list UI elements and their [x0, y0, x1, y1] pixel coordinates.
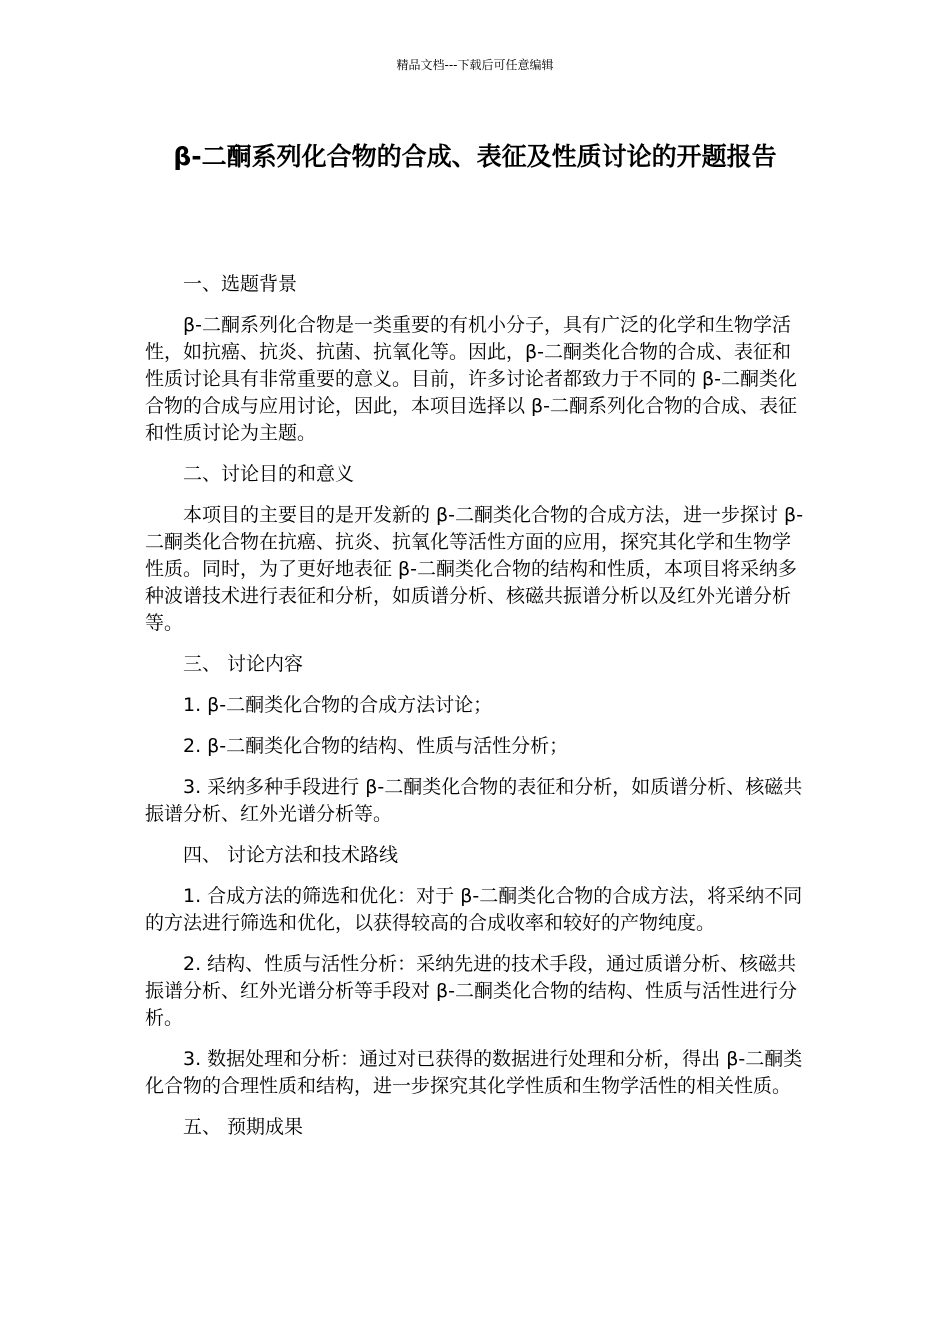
- document-body: [145, 271, 805, 1155]
- section-heading-outcomes: 五、 预期成果: [183, 1116, 304, 1138]
- section-heading-content: 三、 讨论内容: [183, 653, 304, 675]
- paragraph-purpose: 本项目的主要目的是开发新的 β-二酮类化合物的合成方法，进一步探讨 β-二酮类化合物在抗癌、抗炎、抗氧化等活性方面的应用，探究其化学和生物学性质。同时，为了更好地表征 β-二酮类化合物的结构和性质，本项目将采纳多种波谱技术进行表征和分析，如质谱分析、核磁共振谱分析以及红外光谱分析等。: [145, 504, 804, 634]
- content-item-3: 3. 采纳多种手段进行 β-二酮类化合物的表征和分析，如质谱分析、核磁共振谱分析、红外光谱分析等。: [145, 776, 803, 825]
- method-item-1: 1. 合成方法的筛选和优化：对于 β-二酮类化合物的合成方法，将采纳不同的方法进行筛选和优化，以获得较高的合成收率和较好的产物纯度。: [145, 885, 803, 934]
- content-item-1: 1. β-二酮类化合物的合成方法讨论；: [183, 694, 493, 716]
- paragraph-background: β-二酮系列化合物是一类重要的有机小分子，具有广泛的化学和生物学活性，如抗癌、抗炎、抗菌、抗氧化等。因此，β-二酮类化合物的合成、表征和性质讨论具有非常重要的意义。目前，许多讨论者都致力于不同的 β-二酮类化合物的合成与应用讨论，因此，本项目选择以 β-二酮系列化合物的合成、表征和性质讨论为主题。: [145, 314, 798, 444]
- section-heading-purpose: 二、讨论目的和意义: [183, 463, 355, 485]
- method-item-2: 2. 结构、性质与活性分析：采纳先进的技术手段，通过质谱分析、核磁共振谱分析、红外光谱分析等手段对 β-二酮类化合物的结构、性质与活性进行分析。: [145, 953, 798, 1029]
- header-note: 精品文档---下载后可任意编辑: [396, 58, 554, 72]
- section-heading-background: 一、选题背景: [183, 273, 298, 295]
- method-item-3: 3. 数据处理和分析：通过对已获得的数据进行处理和分析，得出 β-二酮类化合物的合理性质和结构，进一步探究其化学性质和生物学活性的相关性质。: [145, 1048, 803, 1097]
- document-title: β-二酮系列化合物的合成、表征及性质讨论的开题报告: [173, 142, 777, 171]
- content-item-2: 2. β-二酮类化合物的结构、性质与活性分析；: [183, 735, 569, 757]
- section-heading-methods: 四、 讨论方法和技术路线: [183, 844, 399, 866]
